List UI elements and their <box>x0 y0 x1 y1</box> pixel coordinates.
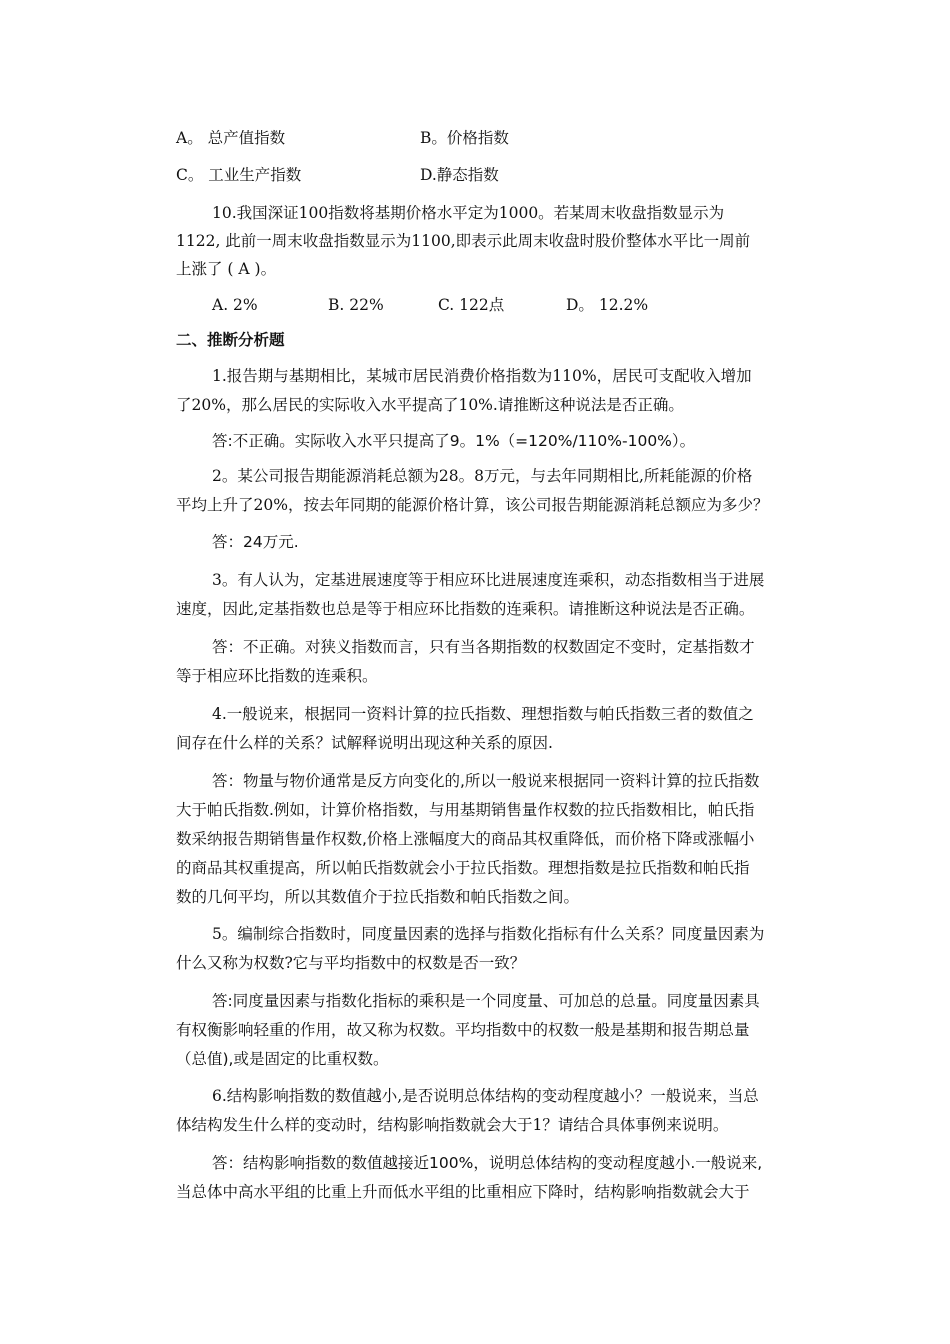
q10-option-b: B. 22% <box>328 296 384 314</box>
q5-line-2: 什么又称为权数?它与平均指数中的权数是否一致？ <box>176 954 526 972</box>
q5-line-1: 5。编制综合指数时，同度量因素的选择与指数化指标有什么关系？同度量因素为 <box>212 925 765 943</box>
q4-line-2: 间存在什么样的关系？试解释说明出现这种关系的原因. <box>176 734 553 752</box>
q5-answer-line-2: 有权衡影响轻重的作用，故又称为权数。平均指数中的权数一般是基期和报告期总量 <box>176 1021 750 1039</box>
q2-line-2: 平均上升了20%，按去年同期的能源价格计算，该公司报告期能源消耗总额应为多少？ <box>176 496 769 514</box>
q10-line-3: 上涨了 ( A )。 <box>176 260 277 278</box>
option-c: C。 工业生产指数 <box>176 166 302 184</box>
q10-option-a: A. 2% <box>212 296 258 314</box>
q4-answer-line-5: 数的几何平均，所以其数值介于拉氏指数和帕氏指数之间。 <box>176 888 580 906</box>
q3-line-2: 速度，因此,定基指数也总是等于相应环比指数的连乘积。请推断这种说法是否正确。 <box>176 600 755 618</box>
q5-answer-line-1: 答:同度量因素与指数化指标的乘积是一个同度量、可加总的总量。同度量因素具 <box>212 992 760 1010</box>
q4-answer-line-3: 数采纳报告期销售量作权数,价格上涨幅度大的商品其权重降低，而价格下降或涨幅小 <box>176 830 755 848</box>
q4-answer-line-2: 大于帕氏指数.例如，计算价格指数，与用基期销售量作权数的拉氏指数相比，帕氏指 <box>176 801 755 819</box>
q2-answer: 答：24万元. <box>212 533 299 551</box>
q3-line-1: 3。有人认为，定基进展速度等于相应环比进展速度连乘积，动态指数相当于进展 <box>212 571 765 589</box>
q10-line-1: 10.我国深证100指数将基期价格水平定为1000。若某周末收盘指数显示为 <box>212 204 725 222</box>
q10-line-2: 1122, 此前一周末收盘指数显示为1100,即表示此周末收盘时股价整体水平比一周前 <box>176 232 751 250</box>
section-heading: 二、推断分析题 <box>176 331 285 349</box>
q6-answer-line-1: 答：结构影响指数的数值越接近100%，说明总体结构的变动程度越小.一般说来, <box>212 1154 763 1172</box>
q4-line-1: 4.一般说来，根据同一资料计算的拉氏指数、理想指数与帕氏指数三者的数值之 <box>212 705 754 723</box>
q3-answer-line-2: 等于相应环比指数的连乘积。 <box>176 667 378 685</box>
option-b: B。价格指数 <box>420 129 509 147</box>
q1-line-2: 了20%，那么居民的实际收入水平提高了10%.请推断这种说法是否正确。 <box>176 396 684 414</box>
option-d: D.静态指数 <box>420 166 499 184</box>
q4-answer-line-1: 答：物量与物价通常是反方向变化的,所以一般说来根据同一资料计算的拉氏指数 <box>212 772 760 790</box>
q1-answer: 答:不正确。实际收入水平只提高了9。1%（=120%/110%-100%）。 <box>212 432 696 450</box>
q6-line-1: 6.结构影响指数的数值越小,是否说明总体结构的变动程度越小？一般说来，当总 <box>212 1087 759 1105</box>
q1-line-1: 1.报告期与基期相比，某城市居民消费价格指数为110%，居民可支配收入增加 <box>212 367 752 385</box>
q4-answer-line-4: 的商品其权重提高，所以帕氏指数就会小于拉氏指数。理想指数是拉氏指数和帕氏指 <box>176 859 750 877</box>
q2-line-1: 2。某公司报告期能源消耗总额为28。8万元，与去年同期相比,所耗能源的价格 <box>212 467 753 485</box>
q3-answer-line-1: 答：不正确。对狭义指数而言，只有当各期指数的权数固定不变时，定基指数才 <box>212 638 755 656</box>
q10-option-c: C. 122点 <box>438 296 505 314</box>
q6-answer-line-2: 当总体中高水平组的比重上升而低水平组的比重相应下降时，结构影响指数就会大于 <box>176 1183 750 1201</box>
q5-answer-line-3: （总值),或是固定的比重权数。 <box>176 1050 389 1068</box>
option-a: A。 总产值指数 <box>176 129 286 147</box>
q6-line-2: 体结构发生什么样的变动时，结构影响指数就会大于1？请结合具体事例来说明。 <box>176 1116 729 1134</box>
q10-option-d: D。 12.2% <box>566 296 649 314</box>
